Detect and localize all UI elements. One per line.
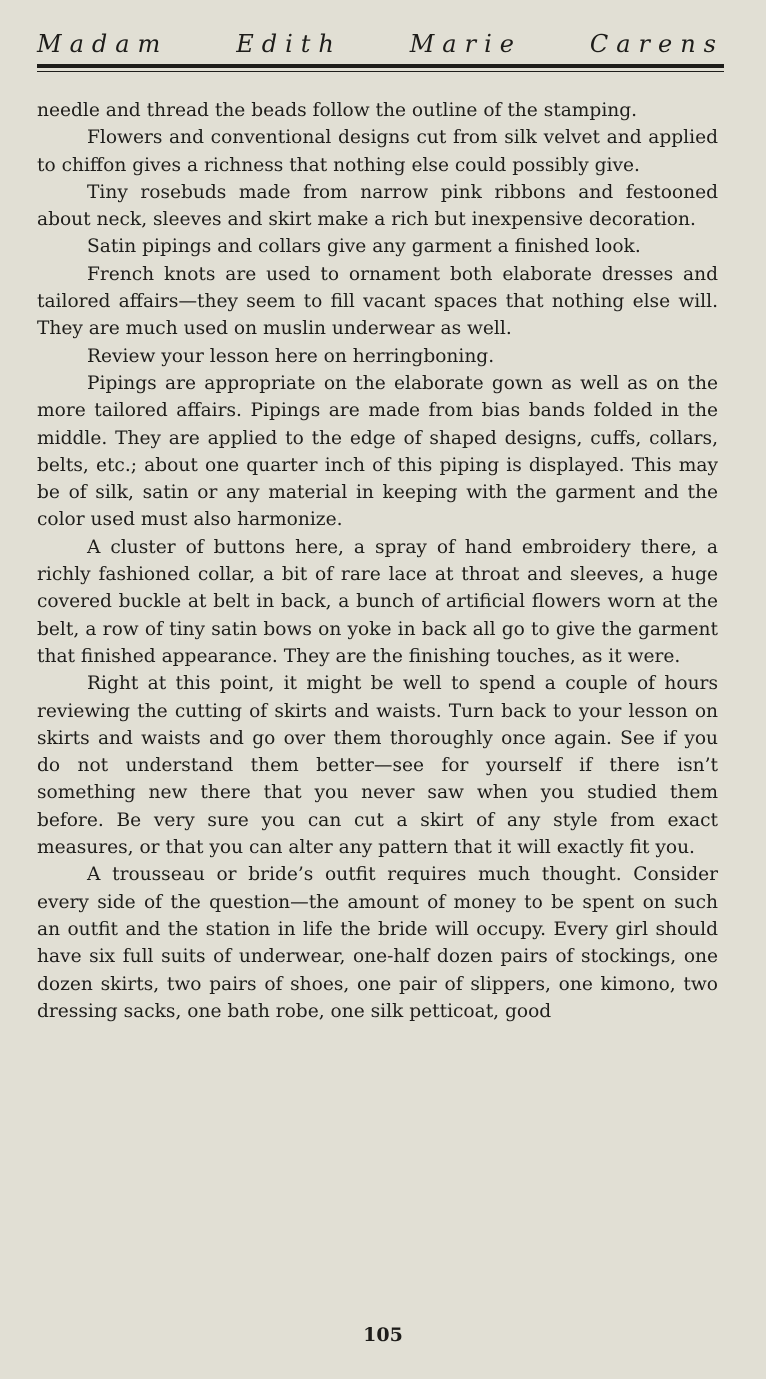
- paragraph: French knots are used to ornament both elaborate dresses and tailored affairs—they seem to fill vacant spaces that nothing else will. They are much used on muslin underwear as well.: [37, 263, 718, 340]
- running-header: [37, 30, 724, 58]
- header-word: Madam: [37, 30, 169, 58]
- paragraph: Pipings are appropriate on the elaborate gown as well as on the more tailored affairs. Pipings are made from bias bands folded in the middle. They are applied to the edge of shaped designs, cuffs, collars, belts, etc.; about one quarter inch of this piping is displayed. This may be of silk, satin or any material in keeping with the garment and the color used must also harmonize.: [37, 372, 718, 531]
- header-rule-thin: [37, 71, 724, 72]
- header-word: Carens: [589, 30, 724, 58]
- page-number: 105: [363, 1324, 403, 1346]
- header-rule-thick: [37, 64, 724, 68]
- paragraph: Right at this point, it might be well to spend a couple of hours reviewing the cutting of skirts and waists. Turn back to your lesson on skirts and waists and go over them thoroughly once again. See if you do not understand them better—see for yourself if there isn’t something new there that you never saw when you studied them before. Be very sure you can cut a skirt of any style from exact measures, or that you can alter any pattern that it will exactly fit you.: [37, 673, 718, 859]
- paragraph: Review your lesson here on herringboning.: [87, 345, 495, 367]
- paragraph: needle and thread the beads follow the outline of the stamping.: [37, 100, 638, 121]
- header-word: Edith: [236, 30, 342, 58]
- paragraph: Tiny rosebuds made from narrow pink ribbons and festooned about neck, sleeves and skirt make a rich but inexpensive decoration.: [37, 181, 718, 231]
- header-word: Marie: [409, 30, 522, 58]
- body-text: [37, 97, 718, 1025]
- paragraph: Flowers and conventional designs cut from silk velvet and applied to chiffon gives a richness that nothing else could possibly give.: [37, 127, 718, 176]
- paragraph: A trousseau or bride’s outfit requires much thought. Consider every side of the question—the amount of money to be spent on such an outfit and the station in life the bride will occupy. Every girl should have six full suits of underwear, one-half dozen pairs of stockings, one dozen skirts, two pairs of shoes, one pair of slippers, one kimono, two dressing sacks, one bath robe, one silk petticoat, good: [37, 864, 718, 1022]
- paragraph: A cluster of buttons here, a spray of hand embroidery there, a richly fashioned collar, a bit of rare lace at throat and sleeves, a huge covered buckle at belt in back, a bunch of artificial flowers worn at the belt, a row of tiny satin bows on yoke in back all go to give the garment that finished appearance. They are the finishing touches, as it were.: [37, 536, 718, 667]
- paragraph: Satin pipings and collars give any garment a finished look.: [87, 236, 641, 258]
